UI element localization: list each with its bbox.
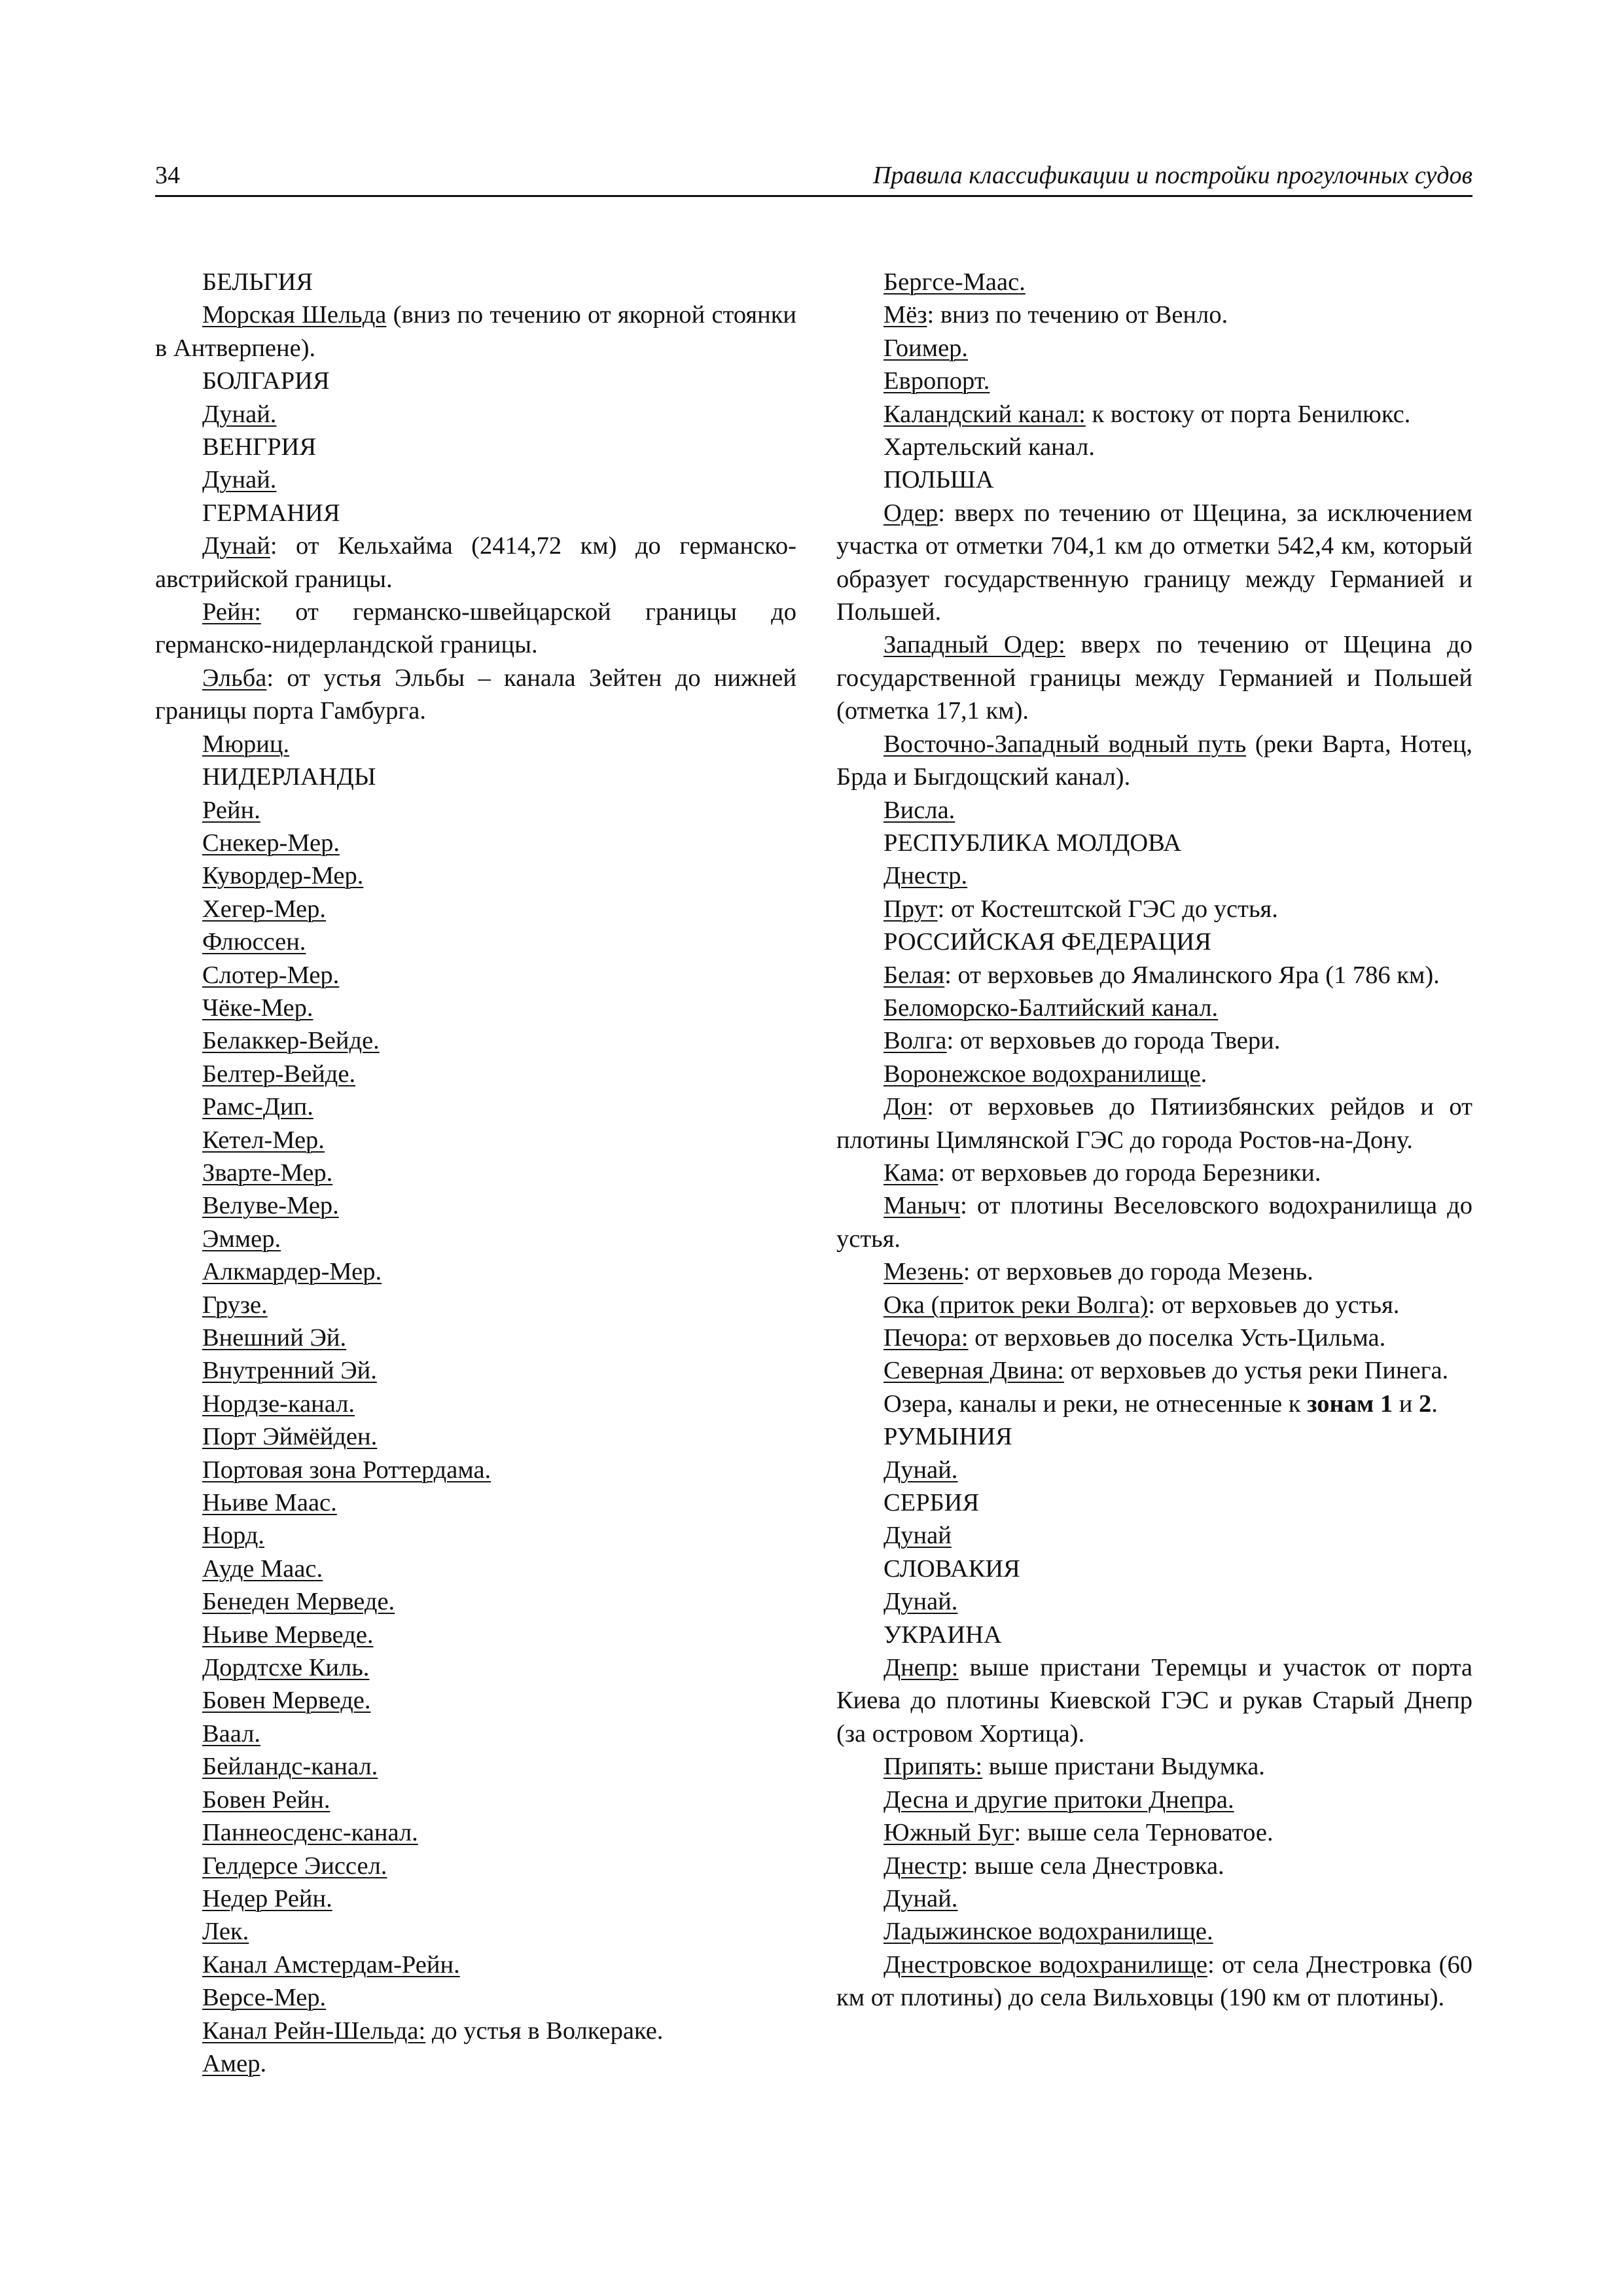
paragraph [836, 1948, 1472, 2015]
paragraph [155, 662, 796, 728]
underlined-term: Дунай. [883, 1456, 958, 1484]
underlined-term: Слотер-Мер. [202, 961, 340, 989]
paragraph [836, 1157, 1472, 1189]
underlined-term: Зварте-Мер. [202, 1158, 333, 1187]
underlined-term: Паннеосденс-канал. [202, 1819, 418, 1847]
paragraph [836, 1750, 1472, 1783]
paragraph-text: : вверх по течению от Щецина, за исключением участка от отметки 704,1 км до отметки 542,4 км, который образует государственную границу между Германией и Польшей. [836, 499, 1472, 626]
underlined-term: Норд. [202, 1522, 265, 1550]
underlined-term: Бовен Рейн. [202, 1785, 330, 1814]
underlined-term: Мёз [883, 301, 927, 329]
paragraph-text: (реки Варта, Нотец, Брда и Быгдощский канал). [836, 730, 1472, 791]
paragraph-text: : от верховьев до Ямалинского Яра (1 786 км). [944, 961, 1440, 989]
paragraph-text: СЛОВАКИЯ [883, 1554, 1020, 1583]
paragraph-text: . [260, 2049, 267, 2077]
paragraph-text: и [1393, 1390, 1419, 1418]
paragraph [155, 794, 796, 827]
left-column [155, 266, 796, 2080]
paragraph [836, 1454, 1472, 1486]
underlined-term: Внешний Эй. [202, 1324, 347, 1352]
underlined-term: Мезень [883, 1258, 963, 1286]
paragraph [155, 1223, 796, 1255]
paragraph-text: : выше села Днестровка. [961, 1852, 1224, 1880]
underlined-term: Портовая зона Роттердама. [202, 1456, 491, 1484]
paragraph [836, 266, 1472, 298]
underlined-term: Беломорско-Балтийский канал. [883, 994, 1219, 1022]
underlined-term: Маныч [883, 1192, 961, 1220]
paragraph [155, 529, 796, 596]
underlined-term: Бовен Мерведе. [202, 1687, 371, 1715]
paragraph [155, 431, 796, 463]
underlined-term: Чёке-Мер. [202, 994, 313, 1022]
paragraph [155, 1024, 796, 1057]
underlined-term: Днестр [883, 1852, 961, 1880]
underlined-term: Бенеден Мерведе. [202, 1588, 395, 1616]
underlined-term: Северная Двина: [883, 1357, 1064, 1385]
paragraph-text: . [1431, 1390, 1438, 1418]
paragraph-text: ВЕНГРИЯ [202, 433, 317, 461]
underlined-term: Ауде Маас. [202, 1554, 323, 1583]
paragraph [836, 827, 1472, 859]
paragraph [155, 266, 796, 298]
underlined-term: Припять: [883, 1753, 983, 1781]
paragraph [836, 1189, 1472, 1255]
underlined-term: Дунай [202, 532, 270, 560]
underlined-term: Днестр. [883, 862, 968, 890]
underlined-term: Грузе. [202, 1291, 268, 1319]
paragraph [155, 1157, 796, 1189]
paragraph-text: РЕСПУБЛИКА МОЛДОВА [883, 829, 1182, 857]
underlined-term: Версе-Мер. [202, 1984, 327, 2012]
underlined-term: Прут [883, 895, 938, 923]
paragraph [155, 959, 796, 992]
underlined-term: Ваал. [202, 1719, 261, 1748]
underlined-term: Лек. [202, 1918, 249, 1946]
paragraph [155, 761, 796, 793]
paragraph-text: БЕЛЬГИЯ [202, 268, 313, 296]
underlined-term: Порт Эймёйден. [202, 1423, 378, 1451]
paragraph-text: РУМЫНИЯ [883, 1423, 1012, 1451]
paragraph [836, 1585, 1472, 1618]
paragraph [155, 1585, 796, 1618]
paragraph-text: ГЕРМАНИЯ [202, 499, 340, 527]
paragraph-text: : от верховьев до города Мезень. [963, 1258, 1313, 1286]
paragraph [836, 1915, 1472, 1948]
paragraph [155, 298, 796, 365]
paragraph-text: вверх по течению от Щецина до государственной границы между Германией и Польшей (отметка 17,1 км). [836, 631, 1472, 725]
paragraph [836, 992, 1472, 1024]
paragraph-text: к востоку от порта Бенилюкс. [1085, 400, 1411, 428]
paragraph-text: : от Костештской ГЭС до устья. [937, 895, 1278, 923]
paragraph-text: УКРАИНА [883, 1621, 1002, 1649]
paragraph [155, 1058, 796, 1090]
underlined-term: Кама [883, 1158, 938, 1187]
paragraph-text: : от плотины Веселовского водохранилища до устья. [836, 1192, 1472, 1253]
underlined-term: Дунай. [883, 1588, 958, 1616]
running-title: Правила классификации и постройки прогулочных судов [872, 162, 1472, 189]
paragraph [836, 298, 1472, 331]
paragraph [836, 859, 1472, 892]
underlined-term: Флюссен. [202, 928, 306, 956]
paragraph [155, 728, 796, 761]
paragraph-text: Озера, каналы и реки, не отнесенные к [883, 1390, 1308, 1418]
paragraph [836, 728, 1472, 794]
underlined-term: Бергсе-Маас. [883, 268, 1026, 296]
paragraph-text: Хартельский канал. [883, 433, 1096, 461]
underlined-term: Недер Рейн. [202, 1884, 332, 1912]
underlined-term: Висла. [883, 796, 955, 824]
paragraph [836, 398, 1472, 431]
paragraph [155, 2047, 796, 2080]
underlined-term: Алкмардер-Мер. [202, 1258, 382, 1286]
underlined-term: Днепр: [883, 1654, 959, 1682]
paragraph [836, 959, 1472, 992]
underlined-term: Эльба [202, 664, 267, 692]
underlined-term: Дунай. [883, 1884, 958, 1912]
paragraph-text: выше пристани Теремцы и участок от порта Киева до плотины Киевской ГЭС и рукав Старый Днепр (за островом Хортица). [836, 1654, 1472, 1748]
paragraph [836, 1289, 1472, 1321]
underlined-term: Рамс-Дип. [202, 1093, 313, 1121]
paragraph [155, 992, 796, 1024]
underlined-term: Ладыжинское водохранилище. [883, 1918, 1213, 1946]
paragraph-text: выше пристани Выдумка. [982, 1753, 1265, 1781]
paragraph [836, 332, 1472, 365]
bold-text: зонам 1 [1307, 1390, 1393, 1418]
paragraph [836, 1058, 1472, 1090]
paragraph [155, 1454, 796, 1486]
paragraph [155, 1090, 796, 1123]
paragraph [155, 1321, 796, 1354]
paragraph [836, 431, 1472, 463]
underlined-term: Снекер-Мер. [202, 829, 340, 857]
bold-text: 2 [1418, 1390, 1432, 1418]
paragraph [836, 925, 1472, 958]
underlined-term: Западный Одер: [883, 631, 1065, 659]
paragraph-text: от германско-швейцарской границы до германско-нидерландской границы. [155, 598, 796, 659]
paragraph [155, 1981, 796, 2014]
paragraph [155, 1255, 796, 1288]
paragraph [836, 1024, 1472, 1057]
underlined-term: Южный Буг [883, 1819, 1014, 1847]
paragraph [155, 1948, 796, 1981]
paragraph-text: : от верховьев до города Твери. [946, 1027, 1281, 1055]
underlined-term: Морская Шельда [202, 301, 387, 329]
paragraph [836, 1519, 1472, 1552]
underlined-term: Нордзе-канал. [202, 1390, 355, 1418]
paragraph [836, 893, 1472, 925]
paragraph [836, 628, 1472, 727]
underlined-term: Хегер-Мер. [202, 895, 327, 923]
paragraph-text: НИДЕРЛАНДЫ [202, 763, 376, 791]
underlined-term: Каландский канал: [883, 400, 1086, 428]
paragraph-text: : от устья Эльбы – канала Зейтен до нижней границы порта Гамбурга. [155, 664, 796, 725]
paragraph [836, 1388, 1472, 1420]
page-number: 34 [155, 162, 180, 189]
paragraph [155, 1882, 796, 1915]
paragraph-text: : от верховьев до устья. [1148, 1291, 1400, 1319]
underlined-term: Десна и другие притоки Днепра. [883, 1785, 1234, 1814]
paragraph [155, 1651, 796, 1684]
paragraph [155, 1289, 796, 1321]
paragraph [836, 463, 1472, 496]
underlined-term: Ньиве Маас. [202, 1489, 337, 1517]
underlined-term: Канал Амстердам-Рейн. [202, 1950, 460, 1979]
paragraph [836, 1090, 1472, 1157]
underlined-term: Дон [883, 1093, 927, 1121]
paragraph [836, 1882, 1472, 1915]
underlined-term: Дунай. [202, 466, 277, 494]
paragraph [836, 1321, 1472, 1354]
underlined-term: Дунай [883, 1522, 952, 1550]
paragraph-text: СЕРБИЯ [883, 1489, 980, 1517]
paragraph-text: ПОЛЬША [883, 466, 994, 494]
paragraph-text: БОЛГАРИЯ [202, 367, 330, 395]
paragraph [836, 1619, 1472, 1651]
paragraph-text: : вниз по течению от Венло. [927, 301, 1228, 329]
paragraph [155, 497, 796, 529]
paragraph [155, 893, 796, 925]
underlined-term: Ока (приток реки Волга) [883, 1291, 1149, 1319]
paragraph [836, 1552, 1472, 1585]
paragraph [155, 2015, 796, 2047]
paragraph-text: : выше села Терноватое. [1014, 1819, 1274, 1847]
paragraph [155, 596, 796, 662]
paragraph [836, 1850, 1472, 1882]
paragraph [836, 1651, 1472, 1750]
paragraph-text: от верховьев до устья реки Пинега. [1064, 1357, 1449, 1385]
paragraph-text: (вниз по течению от якорной стоянки в Антверпене). [155, 301, 797, 362]
paragraph [155, 398, 796, 431]
underlined-term: Дунай. [202, 400, 277, 428]
underlined-term: Внутренний Эй. [202, 1357, 377, 1385]
underlined-term: Белтер-Вейде. [202, 1060, 356, 1088]
underlined-term: Гелдерсе Эиссел. [202, 1852, 387, 1880]
underlined-term: Белая [883, 961, 945, 989]
paragraph-text: до устья в Волкераке. [425, 2017, 664, 2045]
underlined-term: Кетел-Мер. [202, 1126, 325, 1154]
underlined-term: Белаккер-Вейде. [202, 1027, 380, 1055]
paragraph [155, 1784, 796, 1816]
right-column [836, 266, 1472, 2015]
underlined-term: Бейландс-канал. [202, 1753, 378, 1781]
paragraph-text: от верховьев до поселка Усть-Цильма. [968, 1324, 1386, 1352]
paragraph [155, 1915, 796, 1948]
paragraph [836, 1784, 1472, 1816]
underlined-term: Днестровское водохранилище [883, 1950, 1207, 1979]
paragraph [155, 1750, 796, 1783]
paragraph [155, 1684, 796, 1717]
paragraph-text: . [1200, 1060, 1207, 1088]
paragraph [155, 1354, 796, 1387]
underlined-term: Ньиве Мерведе. [202, 1621, 374, 1649]
paragraph [155, 1486, 796, 1519]
paragraph [836, 1354, 1472, 1387]
paragraph [155, 365, 796, 397]
paragraph [155, 1519, 796, 1552]
paragraph-text: : от верховьев до Пятиизбянских рейдов и от плотины Цимлянской ГЭС до города Ростов-на-Дону. [836, 1093, 1472, 1154]
paragraph-text: : от верховьев до города Березники. [938, 1158, 1321, 1187]
paragraph [155, 463, 796, 496]
paragraph [155, 1552, 796, 1585]
paragraph [836, 1816, 1472, 1849]
paragraph [155, 1388, 796, 1420]
paragraph [155, 859, 796, 892]
paragraph [155, 1717, 796, 1750]
underlined-term: Мюриц. [202, 730, 290, 758]
underlined-term: Одер [883, 499, 938, 527]
paragraph [836, 1255, 1472, 1288]
paragraph [836, 1486, 1472, 1519]
underlined-term: Рейн. [202, 796, 260, 824]
underlined-term: Канал Рейн-Шельда: [202, 2017, 426, 2045]
underlined-term: Печора: [883, 1324, 969, 1352]
paragraph [155, 1189, 796, 1222]
paragraph [836, 794, 1472, 827]
paragraph [155, 1124, 796, 1157]
paragraph-text: : от села Днестровка (60 км от плотины) до села Вильховцы (190 км от плотины). [836, 1950, 1472, 2012]
underlined-term: Восточно-Западный водный путь [883, 730, 1247, 758]
paragraph [155, 827, 796, 859]
underlined-term: Гоимер. [883, 334, 969, 362]
underlined-term: Амер [202, 2049, 260, 2077]
paragraph [155, 1619, 796, 1651]
underlined-term: Дордтсхе Киль. [202, 1654, 370, 1682]
paragraph [155, 925, 796, 958]
paragraph [836, 365, 1472, 397]
underlined-term: Европорт. [883, 367, 990, 395]
paragraph [155, 1850, 796, 1882]
underlined-term: Воронежское водохранилище [883, 1060, 1201, 1088]
underlined-term: Эммер. [202, 1225, 281, 1253]
underlined-term: Велуве-Мер. [202, 1192, 339, 1220]
paragraph-text: : от Кельхайма (2414,72 км) до германско-австрийской границы. [155, 532, 796, 593]
underlined-term: Кувордер-Мер. [202, 862, 364, 890]
paragraph [155, 1816, 796, 1849]
paragraph-text: РОССИЙСКАЯ ФЕДЕРАЦИЯ [883, 928, 1211, 956]
paragraph [836, 1420, 1472, 1453]
underlined-term: Волга [883, 1027, 947, 1055]
paragraph [155, 1420, 796, 1453]
page-header [155, 156, 1472, 197]
underlined-term: Рейн: [202, 598, 261, 626]
paragraph [836, 497, 1472, 629]
